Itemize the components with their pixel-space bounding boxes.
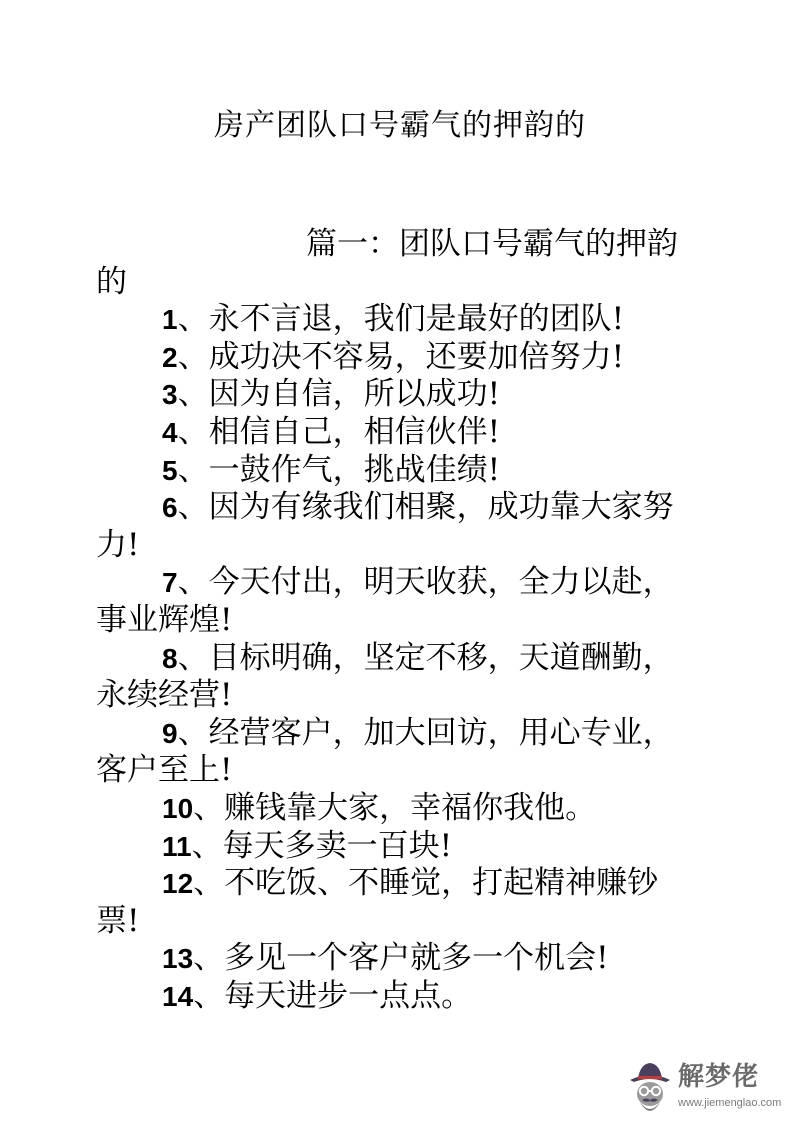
- item-text: 、相信自己，相信伙伴!: [177, 413, 501, 450]
- item-number: 10: [162, 792, 194, 824]
- item-text: 、成功决不容易，还要加倍努力!: [177, 338, 625, 375]
- item-text: 、目标明确，坚定不移，天道酬勤，永续经营!: [96, 639, 674, 714]
- list-item: [96, 564, 696, 639]
- item-text: 、赚钱靠大家，幸福你我他。: [193, 789, 597, 826]
- list-item: [96, 978, 696, 1016]
- item-text: 、今天付出，明天收获，全力以赴，事业辉煌!: [96, 564, 674, 638]
- list-item: [96, 790, 696, 828]
- item-number: 1: [162, 304, 178, 336]
- list-item: [96, 414, 696, 452]
- item-number: 3: [162, 379, 178, 411]
- item-text: 、一鼓作气，挑战佳绩!: [177, 451, 501, 488]
- item-text: 、因为自信，所以成功!: [177, 376, 501, 413]
- list-item: [96, 452, 696, 490]
- item-number: 14: [162, 980, 194, 1012]
- list-item: [96, 640, 696, 715]
- item-text: 、永不言退，我们是最好的团队!: [177, 301, 625, 338]
- item-number: 8: [162, 642, 178, 674]
- item-text: 、多见一个客户就多一个机会!: [193, 940, 609, 977]
- watermark-name: 解梦佬: [678, 1062, 760, 1092]
- item-text: 、不吃饭、不睡觉，打起精神赚钞票!: [96, 865, 659, 939]
- item-number: 7: [162, 567, 178, 599]
- list-item: [96, 339, 696, 377]
- item-text: 、每天多卖一百块!: [191, 827, 453, 864]
- item-text: 、经营客户，加大回访，用心专业，客户至上!: [96, 714, 674, 789]
- item-number: 11: [162, 830, 192, 862]
- item-number: 6: [162, 492, 178, 524]
- item-number: 2: [162, 341, 178, 373]
- document-title: 房产团队口号霸气的押韵的: [214, 108, 586, 143]
- watermark: [626, 1058, 790, 1118]
- list-item: [96, 715, 696, 790]
- item-text: 、因为有缘我们相聚，成功靠大家努力!: [96, 489, 674, 563]
- watermark-url: www.jiemenglao.com: [678, 1097, 782, 1109]
- item-number: 5: [162, 454, 178, 486]
- item-number: 12: [162, 868, 194, 900]
- detective-hat-icon: [626, 1058, 674, 1118]
- list-item: [96, 376, 696, 414]
- document-body: [96, 226, 696, 1015]
- list-item: [96, 828, 696, 866]
- list-item: [96, 940, 696, 978]
- item-text: 、每天进步一点点。: [193, 977, 473, 1014]
- list-item: [96, 489, 696, 564]
- list-item: [96, 301, 696, 339]
- item-number: 4: [162, 416, 178, 448]
- section-heading: 篇一：团队口号霸气的押韵的: [96, 226, 678, 300]
- list-item: [96, 865, 696, 940]
- item-number: 13: [162, 943, 194, 975]
- item-number: 9: [162, 717, 178, 749]
